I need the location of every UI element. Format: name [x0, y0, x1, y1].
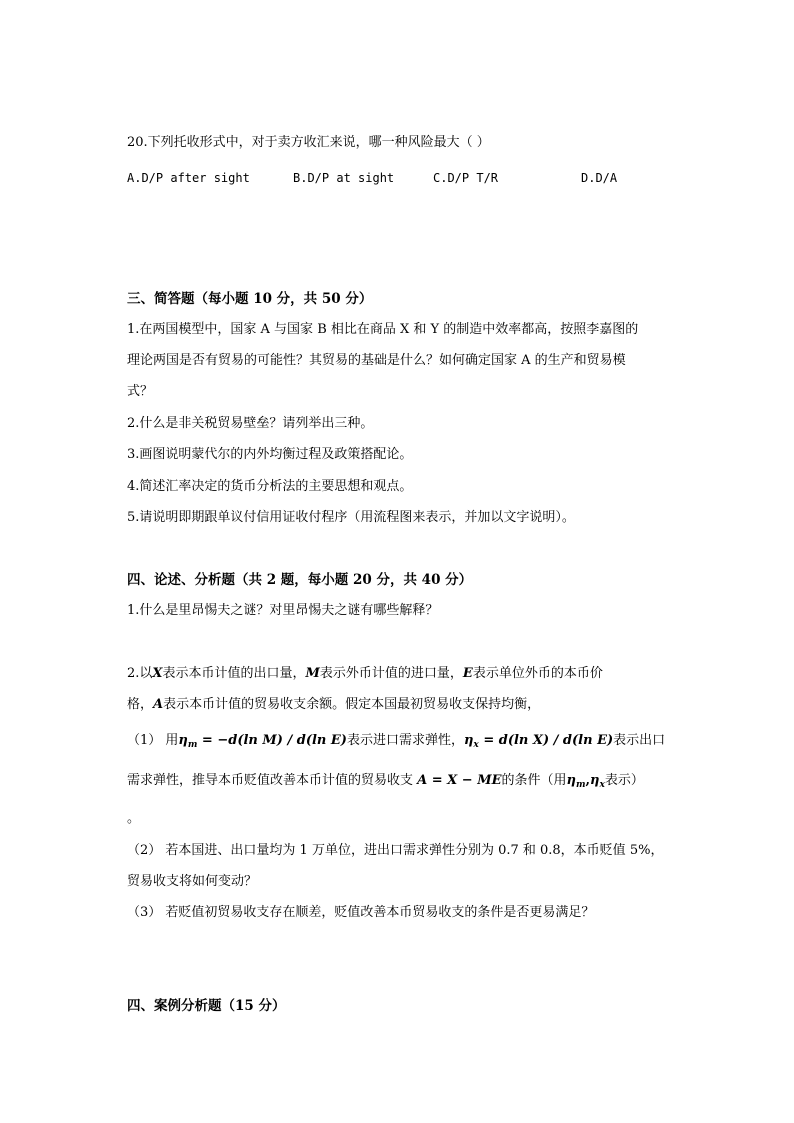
s3-q4: 4.简述汇率决定的货币分析法的主要思想和观点。: [127, 479, 413, 494]
option-b: B.D/P at sight: [293, 171, 395, 185]
section3-heading: 三、简答题（每小题 10 分，共 50 分）: [127, 291, 373, 307]
section4-heading: 四、论述、分析题（共 2 题，每小题 20 分，共 40 分）: [127, 572, 473, 588]
s4-sub2-line1: （2） 若本国进、出口量均为 1 万单位，进出口需求弹性分别为 0.7 和 0.8，本币贬值 5%，: [127, 843, 664, 858]
var-m: M: [305, 666, 320, 681]
eta-symbol: η: [463, 733, 474, 748]
section5-heading: 四、案例分析题（15 分）: [127, 998, 286, 1014]
s4-sub1-line3: 。: [127, 811, 141, 826]
s4-q2-intro-line2: 格，A表示本币计值的贸易收支余额。假定本国最初贸易收支保持均衡，: [127, 697, 541, 712]
option-a: A.D/P after sight: [127, 171, 250, 185]
s3-q1-line2: 理论两国是否有贸易的可能性？其贸易的基础是什么？如何确定国家 A 的生产和贸易模: [127, 353, 626, 368]
s4-q1: 1.什么是里昂惕夫之谜？对里昂惕夫之谜有哪些解释？: [127, 603, 439, 618]
s4-sub1-line2: 需求弹性，推导本币贬值改善本币计值的贸易收支 A = X − ME的条件（用$\eta_m,\eta_x$表示）: [127, 773, 644, 790]
s3-q1-line3: 式？: [127, 384, 154, 399]
s4-sub2-line2: 贸易收支将如何变动？: [127, 874, 258, 889]
s4-sub3: （3） 若贬值初贸易收支存在顺差，贬值改善本币贸易收支的条件是否更易满足？: [127, 905, 595, 920]
s4-q2-intro-line1: 2.以X表示本币计值的出口量，M表示外币计值的进口量，E表示单位外币的本币价: [127, 666, 603, 681]
s3-q3: 3.画图说明蒙代尔的内外均衡过程及政策搭配论。: [127, 447, 413, 462]
trade-balance-formula: A = X − ME: [417, 773, 502, 788]
eta-symbol: η: [566, 773, 576, 788]
var-x: X: [152, 666, 163, 681]
var-e: E: [462, 666, 473, 681]
eta-symbol: η: [590, 773, 600, 788]
s3-q5: 5.请说明即期跟单议付信用证收付程序（用流程图来表示，并加以文字说明）。: [127, 510, 575, 525]
option-c: C.D/P T/R: [433, 171, 499, 185]
q20-stem: 20.下列托收形式中，对于卖方收汇来说，哪一种风险最大（ ）: [127, 135, 490, 150]
s3-q2: 2.什么是非关税贸易壁垒？请列举出三种。: [127, 416, 374, 431]
option-d: D.D/A: [581, 171, 618, 185]
var-a: A: [153, 697, 164, 712]
eta-symbol: η: [178, 733, 188, 748]
export-elasticity-formula: = d(ln X) / d(ln E): [478, 733, 614, 748]
import-elasticity-formula: = −d(ln M) / d(ln E): [197, 733, 347, 748]
s3-q1-line1: 1.在两国模型中，国家 A 与国家 B 相比在商品 X 和 Y 的制造中效率都高，按照李嘉图的: [127, 322, 639, 337]
s4-sub1-line1: （1） 用$\eta_m = -d(\ln$ M) / d(ln E)表示进口需求弹性，$\eta_x = d(\ln$ X) / d(ln E)表示出口: [127, 733, 666, 750]
